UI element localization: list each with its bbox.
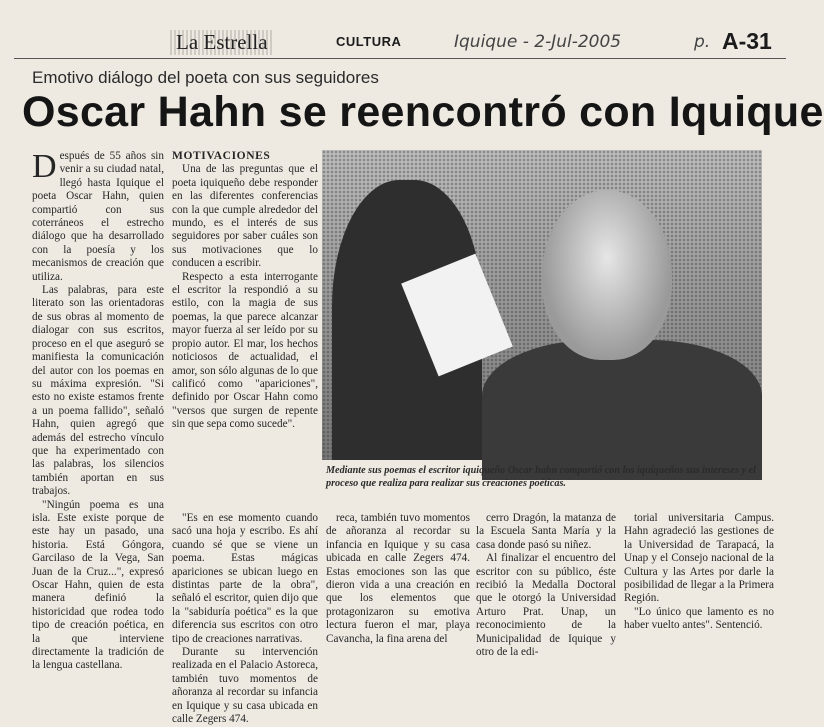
- photo-figure-coat: [482, 340, 762, 480]
- dropcap: D: [32, 148, 57, 185]
- photo-caption: Mediante sus poemas el escritor iquiqueño Oscar hahn comportió con los iquiqueños sus intereses y el proceso que realiza para realizar sus creaciones poéticas.: [326, 465, 756, 489]
- column-2: [172, 150, 318, 508]
- paragraph: Una de las preguntas que el poeta iquiqueño debe responder en las diferentes conferencias con la que cumple alrededor del mundo, es el interés de sus seguidores por saber cuáles son sus motivaciones que lo conducen a escribir.: [172, 163, 318, 270]
- column-4: [326, 512, 470, 644]
- paragraph: "Ningún poema es una isla. Este existe porque de este hay un pasado, una historia. Está Góngora, Garcilaso de la Vega, San Juan de la Cruz...", expresó Oscar Hahn, quien de esta manera definió la historicidad que rodea todo tipo de creación poética, en la que interviene directamente la tradición de la lengua castellana.: [32, 498, 164, 672]
- headline: Oscar Hahn se reencontró con Iquique: [22, 88, 824, 136]
- newspaper-name: La Estrella: [170, 30, 274, 55]
- kicker: Emotivo diálogo del poeta con sus seguidores: [32, 68, 379, 87]
- paragraph: Al finalizar el encuentro del escritor con su público, éste recibió la Medalla Doctoral que le otorgó la Universidad Arturo Prat. Unap, un reconocimiento de la Municipalidad de Iquique y otro de la edi-: [476, 552, 616, 659]
- photo-figure-face: [542, 190, 672, 360]
- section-label: CULTURA: [336, 34, 402, 49]
- paragraph: torial universitaria Campus. Hahn agradeció las gestiones de la Universidad de Tarapacá, la Unap y el Consejo nacional de la Cultura y las Artes por darle la posibilidad de llegar a la Primera Región.: [624, 512, 774, 605]
- paragraph: Las palabras, para este literato son las orientadoras de sus obras al momento de dialogar con sus escritos, proceso en el que aseguró se manifiesta la comunicación del autor con los poemas en su máxima expresión. "Si esto no existe estamos frente a un poema fallido", señaló Hahn, quien agregó que además del estrecho vínculo que ha experimentado con las palabras, los silencios también aportan en sus trabajos.: [32, 284, 164, 498]
- column-6: [624, 512, 774, 644]
- article-photo: [322, 150, 762, 460]
- paragraph: reca, también tuvo momentos de añoranza al recordar su infancia en Iquique y su casa ubicada en calle Zegers 474. Estas emociones son las que dieron vida a una creación en que los elementos que protagonizaron su emotiva lectura fueron el mar, playa Cavancha, la fina arena del: [326, 512, 470, 645]
- masthead-rule: [14, 58, 786, 59]
- paragraph: Respecto a esta interrogante el escritor la respondió a su estilo, con la magia de sus poemas, la que parece alcanzar mayor fuerza al ser leído por su propio autor. El mar, los hechos noticiosos de actualidad, el amor, son sólo algunas de lo que calificó como "apariciones", definido por Oscar Hahn como "versos que surgen de repente sin que sepa como sucede".: [172, 270, 318, 431]
- paragraph: "Lo único que lamento es no haber vuelto antes". Sentenció.: [624, 605, 774, 632]
- column-1: [32, 148, 164, 672]
- paragraph: "Es en ese momento cuando sacó una hoja y escribo. Es ahí cuando sé que se viene un poema. Estas mágicas apariciones se ubican luego en distintas parte de la obra", señaló el escritor, quien dijo que la "sabiduría poética" es la que diferencia sus escritos con otro tipo de creaciones narrativas.: [172, 512, 318, 645]
- handwritten-date: Iquique - 2-Jul-2005: [454, 32, 622, 52]
- page-number: A-31: [722, 28, 772, 54]
- column-3: [172, 512, 318, 726]
- subheading: MOTIVACIONES: [172, 150, 271, 162]
- paragraph: Durante su intervención realizada en el Palacio Astoreca, también tuvo momentos de añoranza al recordar su infancia en Iquique y su casa ubicada en calle Zegers 474.: [172, 646, 318, 726]
- column-5: [476, 512, 616, 659]
- paragraph: cerro Dragón, la matanza de la Escuela Santa María y la casa donde pasó su niñez.: [476, 512, 616, 551]
- paragraph: Después de 55 años sin venir a su ciudad natal, llegó hasta Iquique el poeta Oscar Hahn, quien compartió con sus coterráneos el estrecho diálogo que ha desarrollado con la poesía y los mecanismos de creación que utiliza.: [32, 148, 164, 283]
- masthead: [14, 26, 786, 56]
- page-prefix: p.: [694, 32, 711, 52]
